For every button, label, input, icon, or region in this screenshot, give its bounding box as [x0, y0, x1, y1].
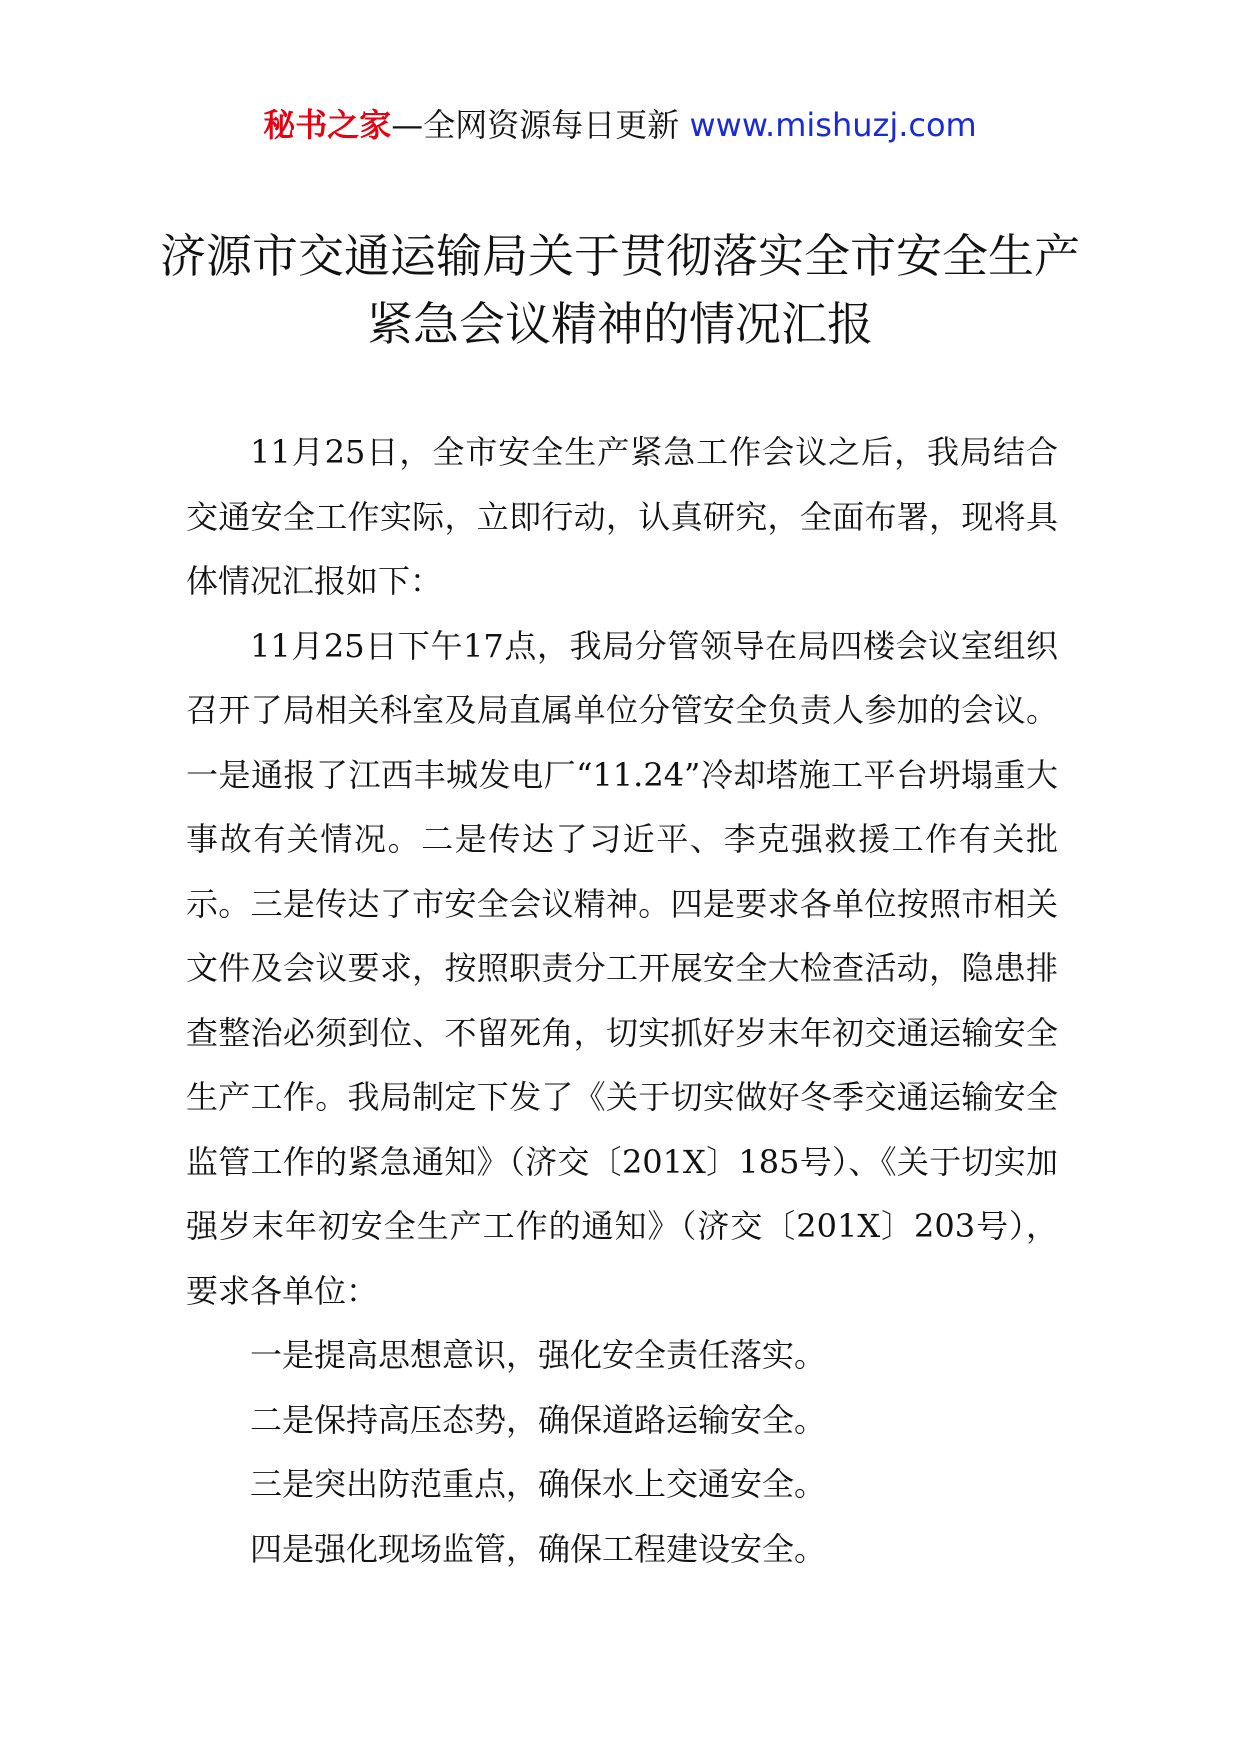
document-body	[186, 420, 1058, 1581]
list-item: 一是提高思想意识，强化安全责任落实。	[250, 1336, 827, 1374]
list-item: 二是保持高压态势，确保道路运输安全。	[250, 1400, 827, 1439]
site-url-link[interactable]: www.mishuzj.com	[689, 106, 977, 144]
list-item: 四是强化现场监管，确保工程建设安全。	[250, 1529, 827, 1568]
site-header	[0, 100, 1240, 150]
paragraph-intro: 11月25日，全市安全生产紧急工作会议之后，我局结合交通安全工作实际，立即行动，认真研究，全面布署，现将具体情况汇报如下：	[186, 433, 1058, 600]
list-item: 三是突出防范重点，确保水上交通安全。	[250, 1465, 827, 1503]
document-title: 济源市交通运输局关于贯彻落实全市安全生产紧急会议精神的情况汇报	[160, 229, 1080, 351]
brand-name: 秘书之家	[263, 106, 392, 144]
paragraph-meeting: 11月25日下午17点，我局分管领导在局四楼会议室组织召开了局相关科室及局直属单位分管安全负责人参加的会议。一是通报了江西丰城发电厂“11.24”冷却塔施工平台坍塌重大事故有关情况。二是传达了习近平、李克强救援工作有关批示。三是传达了市安全会议精神。四是要求各单位按照市相关文件及会议要求，按照职责分工开展安全大检查活动，隐患排查整治必须到位、不留死角，切实抓好岁末年初交通运输安全生产工作。我局制定下发了《关于切实做好冬季交通运输安全监管工作的紧急通知》（济交〔201X〕185号）、《关于切实加强岁末年初安全生产工作的通知》（济交〔201X〕203号），要求各单位：	[186, 626, 1058, 1310]
header-tagline: —全网资源每日更新	[391, 106, 690, 144]
